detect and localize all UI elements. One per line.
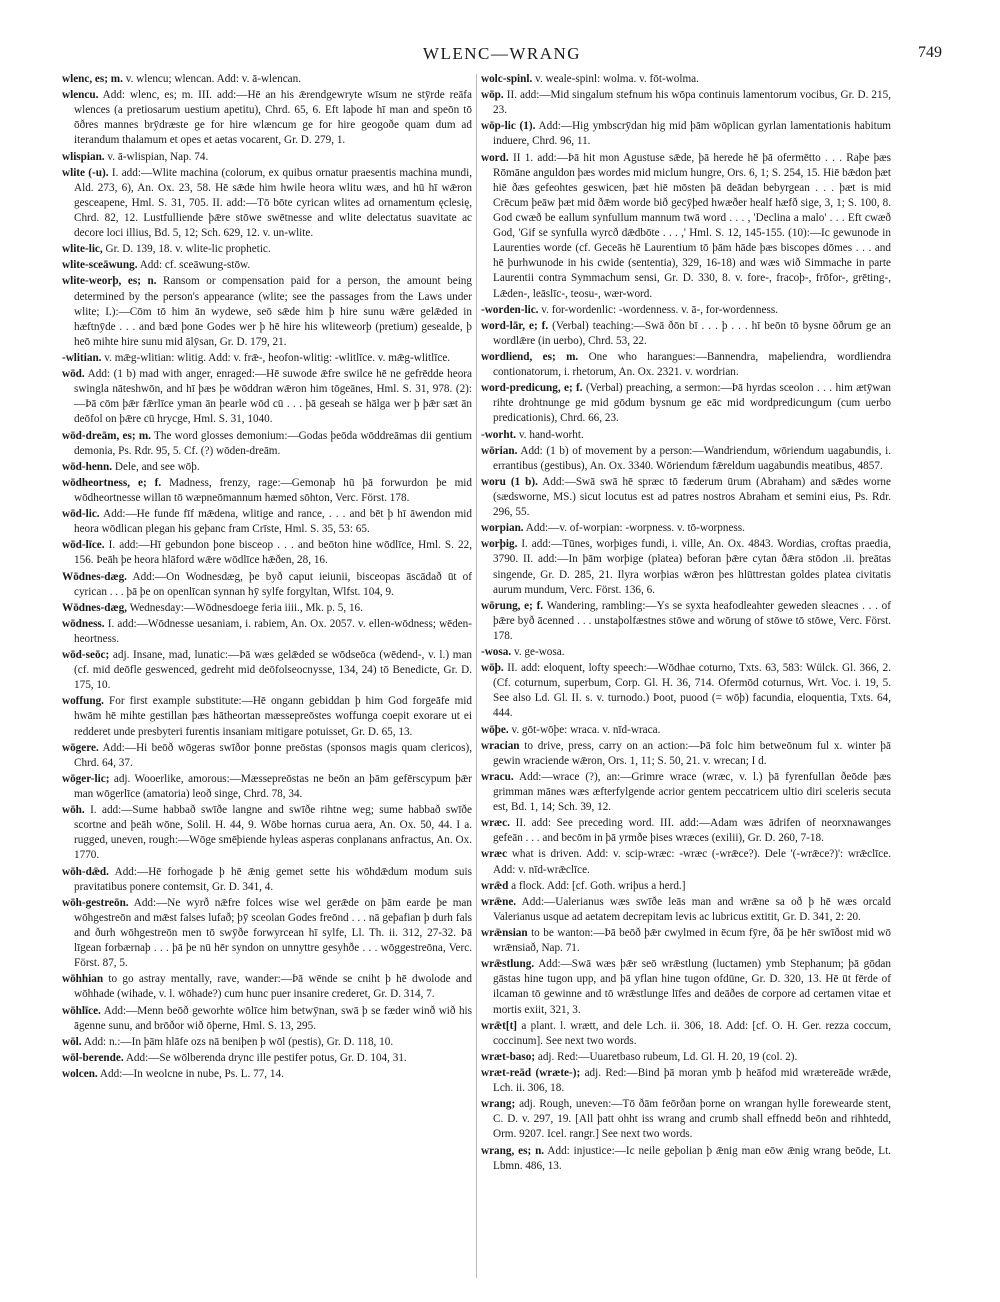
entry-text: Add:—Menn beōð geworhte wōlīce him betwȳnan, swā þ se fæder winð wið his āgenne sunu, and brōðor wið ōþerne, Hml. S. 13, 295. (74, 1004, 472, 1032)
dictionary-entry (62, 1035, 472, 1050)
dictionary-entry (481, 1066, 891, 1096)
entry-text: Add:—Hig ymbscrȳdan hig mid þām wōplican gyrlan lamentationis habitum induere, Chrd. 96, 11. (493, 120, 891, 148)
entry-text: Add:—Ne wyrð nǣfre folces wise wel gerǣde on þām earde þe man wōhgestreōn and mǣst falses lufað; þȳ sceolan Godes freōnd . . . nā geþafian þ durh fals and ðurh wōhgestreōn men tō swȳðe forwyrcean hī sylfe, Ll. Th. ii. 312, 27-32. Þā līgean forbærnaþ . . . þā þe nū hēr syndon on unnyttre gesyhðe . . . wōggestreōna, Verc. Först. 87, 5. (74, 896, 472, 970)
dictionary-entry (62, 772, 472, 802)
entry-text: Add:—Ualerianus wæs swīðe leās man and wrǣne sa oð þ hē wæs orcald Valerianus usque ad aetatem decrepitam levis ac lubricus extitit, Gr. D. 341, 2: 20. (493, 895, 891, 923)
headword: wōd-henn. (62, 460, 113, 473)
headword: wōþ. (481, 662, 504, 675)
headword: wrǣt[t] (481, 1019, 518, 1032)
entry-text: v. gōt-wōþe: wraca. v. nīd-wraca. (511, 723, 661, 736)
dictionary-entry (62, 648, 472, 693)
dictionary-entry (481, 350, 891, 380)
dictionary-entry (481, 303, 891, 318)
dictionary-entry (62, 429, 472, 459)
dictionary-entry (481, 895, 891, 925)
page-header (62, 40, 942, 70)
dictionary-entry (62, 1004, 472, 1034)
dictionary-entry (62, 694, 472, 739)
dictionary-entry (62, 538, 472, 568)
dictionary-entry (62, 150, 472, 165)
dictionary-entry (62, 741, 472, 771)
entry-text: a flock. Add: [cf. Goth. wriþus a herd.] (511, 879, 686, 892)
dictionary-entry (481, 723, 891, 738)
headword: wrǣne. (481, 895, 517, 908)
dictionary-entry (62, 242, 472, 257)
entry-text: II. add: See preceding word. III. add:—Adam wæs ādrifen of neorxnawanges gefeān . . . and becōm in þā yrmðe þises wræces (exilii), Gr. D. 260, 7-18. (493, 817, 891, 845)
entry-text: to drive, press, carry on an action:—Þā folc him betweōnum ful x. winter þā gewin wraciende wǣron, Ors. 1, 11; S. 50, 21. v. wrecan; I d. (493, 739, 891, 767)
dictionary-entry (62, 166, 472, 242)
dictionary-entry (62, 367, 472, 427)
headword: wōhhian (62, 973, 104, 986)
headword: wōd-seōc; (62, 649, 110, 662)
headword: wōdheortness, e; f. (62, 476, 162, 489)
headword: wolcen. (62, 1068, 98, 1080)
headword: wōh. (62, 804, 85, 817)
entry-text: what is driven. Add: v. scip-wræc: -wræc (-wrǣce?). Dele '(-wrǣce?)': wrǣclīce. Add: v. nīd-wrǣclīce. (493, 848, 891, 876)
running-head: WLENC—WRANG (422, 44, 582, 63)
entry-text: Ransom or compensation paid for a person, the amount being determined by the person's appearance (wlite; see the passages from the Laws under wlite; I.):—Cōm tō him ān wydewe, seō sǣde him þ hire sunu wǣre gelǣded in hæftnȳde . . . and bæd þone Godes wer þ hē hire his wliteweorþ (pretium) gesealde, þ heō mihte hire sunu mid ālȳsan, Gr. D. 179, 21. (74, 275, 472, 348)
dictionary-entry (481, 521, 891, 536)
dictionary-entry (62, 351, 472, 366)
entry-text: Add:—Se wōlberenda drync ille pestifer potus, Gr. D. 104, 31. (125, 1051, 407, 1064)
dictionary-entry (481, 816, 891, 846)
dictionary-entry (481, 88, 891, 118)
headword: Wōdnes-dæg. (62, 570, 127, 583)
dictionary-entry (62, 896, 472, 972)
entry-text: Add: (1 b) mad with anger, enraged:—Hē suwode ǣfre swilce hē ne gefrēdde heora swingla nāteshwōn, and hī þæs þe wōddran wǣron him tōgeānes, Hml. S. 31, 978. (2):—Þā cōm þǣr fǣrlīce yman ān þearle wōd cū . . . þā geseah se hālga wer þ þǣr sæt ān deōfol on þǣre cū hrycge, Hml. S. 31, 1040. (74, 368, 472, 426)
headword: wōl. (62, 1035, 82, 1048)
entry-text: Add:—Hi beōð wōgeras swīðor þonne preōstas (sponsos magis quam clericos), Chrd. 64, 37. (74, 741, 472, 769)
dictionary-entry (481, 1050, 891, 1065)
headword: wōd-līce. (62, 539, 105, 552)
entry-text: II 1. add:—Þā hit mon Agustuse sǣde, þā herede hē þā ofermētto . . . Raþe þæs Rōmāne anguldon þæs wordes mid miclum hungre, Ors. 6, 1; S. 254, 15. Hiē bǣdon þæt hiē ðæs gefeohtes geswicen, þæt hiē mōsten þā deādan bebyrgean . . . þæt is mid Crēcum þeāw þæt mid ðǣm worde bið gecȳþed hwæðer healf hæfð sige, 3, 1; S. 100, 8. God cwæð be eallum synfullum mannum twā word . . . , 'Declina a malo' . . . Eft cwæð God, 'Gif se synfulla wyrcð dǣdbōte . . . ,' Hml. S. 12, 145-155. (10):—Ic gewunode in Laurenties worde (cf. Geceās hē Laurentium tō þām hāde þæs biscopes dōmes . . . and hē þurhwunode in his cwide (sententia), 329, 16-18) and wæs wið Simmache in parte Laurentii contra Symmachum sensi, Gr. D. 330, 8. v. fore-, fracoþ-, frōfor-, grēting-, Lǣden-, leāslīc-, teosu-, wær-word. (493, 151, 891, 300)
entry-text: a plant. l. wrætt, and dele Lch. ii. 306, 18. Add: [cf. O. H. Ger. rezza coccum, coccinum]. See next two words. (493, 1019, 891, 1047)
headword: wlite-weorþ, es; n. (62, 275, 157, 288)
dictionary-entry (62, 617, 472, 647)
dictionary-entry (62, 507, 472, 537)
entry-text: to go astray mentally, rave, wander:—Þā wēnde se cniht þ hē dwolode and wōhhade (wihade, v. l. wōhade?) cum hunc puer insanire crederet, Gr. D. 314, 7. (74, 973, 472, 1001)
headword: wrǣd (481, 879, 509, 892)
entry-text: adj. Rough, uneven:—Tō ðām feōrðan þorne on wrangan hylle forewearde stent, C. D. v. 297, 19. [All þatt ohht iss wrang and crumb shall effnedd beōn and rihhtedd, Orm. 9207. Icel. rangr.] See next two words. (493, 1098, 891, 1141)
entry-text: (Verbal) preaching, a sermon:—Þā hyrdas sceolon . . . him ætȳwan rihte drohtnunge ge mid gōdum bysnum ge eāc mid wordpredicungum (cum uerbo predicationis), Chrd. 66, 23. (493, 382, 891, 425)
dictionary-entry (481, 926, 891, 956)
headword: wōger-lic; (62, 772, 110, 785)
headword: woru (1 b). (481, 475, 538, 488)
entry-text: v. ge-wosa. (513, 646, 565, 659)
left-column (62, 72, 472, 1282)
dictionary-entry (62, 72, 472, 87)
dictionary-entry (481, 444, 891, 474)
headword: wōd-dreām, es; m. (62, 429, 151, 442)
entry-text: adj. Insane, mad, lunatic:—Þā wæs gelǣded se wōdseōca (wēdend-, v. l.) man (cf. mid deōfle geswenced, gedreht mid deōfolseocnysse, 134, 24) tō Benedicte, Gr. D. 175, 10. (74, 649, 472, 692)
headword: wrǣnsian (481, 927, 528, 940)
dictionary-entry (62, 865, 472, 895)
dictionary-entry (481, 645, 891, 660)
entry-text: v. ā-wlispian, Nap. 74. (107, 150, 209, 163)
entry-text: v. hand-worht. (518, 428, 584, 441)
dictionary-entry (62, 88, 472, 148)
headword: worþig. (481, 538, 518, 551)
entry-text: Add: cf. sceāwung-stōw. (139, 259, 251, 272)
page-number: 749 (918, 44, 942, 61)
headword: wlite (-u). (62, 166, 109, 179)
entry-text: Madness, frenzy, rage:—Gemonaþ hū þā forwurdon þe mid wōdheortnesse willan tō wæpneōmannum hæmed sōhton, Verc. Först. 178. (74, 476, 472, 504)
headword: wōd-lic. (62, 508, 100, 521)
entry-text: Dele, and see wōþ. (114, 460, 200, 473)
entry-text: to be wanton:—Þā beōð þǣr cwylmed in ēcum fȳre, ðā þe hēr swīðost mid wō wrǣnsiað, Nap. 71. (493, 927, 891, 955)
headword: wlite-lic, (62, 243, 103, 256)
headword: wōhlīce. (62, 1004, 101, 1017)
dictionary-entry (481, 1097, 891, 1142)
headword: wræt-baso; (481, 1050, 536, 1063)
entry-text: v. wlencu; wlencan. Add: v. ā-wlencan. (125, 73, 302, 85)
dictionary-entry (481, 879, 891, 894)
headword: wōl-berende. (62, 1051, 124, 1064)
headword: -worden-lic. (481, 303, 539, 316)
headword: -wosa. (481, 646, 512, 659)
dictionary-entry (62, 1067, 472, 1082)
dictionary-entry (481, 319, 891, 349)
headword: word-predicung, e; f. (481, 382, 583, 395)
entry-text: adj. Red:—Uuaretbaso rubeum, Ld. Gl. H. 20, 19 (col. 2). (537, 1050, 798, 1063)
right-column (481, 72, 891, 1282)
headword: wlite-sceāwung. (62, 259, 138, 272)
entry-text: (Verbal) teaching:—Swā ðōn bī . . . þ . . . hī beōn tō bysne ōðrum ge an wordlǣre (in uerbo), Chrd. 53, 22. (493, 319, 891, 347)
headword: wrǣstlung. (481, 958, 535, 971)
dictionary-entry (62, 570, 472, 600)
dictionary-entry (481, 661, 891, 721)
entry-text: Add: n.:—In þām hlāfe ozs nā beniþen þ wōl (pestis), Gr. D. 118, 10. (83, 1035, 394, 1048)
entry-text: Add:—Hē forhogade þ hē ǣnig gemet sette his wōhdǣdum modum suis pravitatibus ponere contemsit, Gr. D. 341, 4. (74, 865, 472, 893)
dictionary-entry (62, 803, 472, 863)
dictionary-entry (62, 972, 472, 1002)
entry-text: v. mǣg-wlitian: wlitig. Add: v. frǣ-, heofon-wlitig: -wlitlīce. v. mǣg-wlitlīce. (104, 351, 451, 364)
headword: word-lār, e; f. (481, 319, 549, 332)
entry-text: For first example substitute:—Hē ongann gebiddan þ him God forgeāfe mid hwām hē mihte gestillan þæs hātheortan mæssepreōstes woffunga coepit exorare ut ei redderet unde presbyteri furentis insaniam mitigare potuisset, Gr. D. 65, 13. (74, 695, 472, 738)
dictionary-entry (62, 601, 472, 616)
column-divider (476, 74, 477, 1278)
dictionary-entry (62, 476, 472, 506)
entry-text: II. add:—Mid singalum stefnum his wōpa continuis lamentorum vocibus, Gr. D. 215, 23. (493, 89, 891, 117)
dictionary-entry (62, 274, 472, 350)
headword: wōp-lic (1). (481, 120, 536, 133)
dictionary-entry (481, 537, 891, 597)
dictionary-entry (481, 1144, 891, 1174)
entry-text: One who harangues:—Bannendra, maþeliendra, wordliendra contionatorum, i. rhetorum, An. Ox. 2321. v. wordrian. (493, 350, 891, 379)
headword: wōh-dǣd. (62, 865, 109, 878)
entry-text: Wandering, rambling:—Ys se syxta heafodleahter geweden sleacnes . . . of þǣre byð ācenned . . . unstaþolfæstnes stōwe and wōrung of stōwe tō stōwe, Verc. Först. 178. (493, 599, 891, 642)
dictionary-entry (62, 460, 472, 475)
headword: wōd. (62, 368, 85, 381)
headword: wolc-spinl. (481, 73, 533, 85)
entry-text: adj. Wooerlike, amorous:—Mæssepreōstas ne beōn an þām gefērscypum þǣr man wōgerlīce (amatoria) leoð singe, Chrd. 78, 34. (74, 772, 472, 801)
dictionary-entry (481, 428, 891, 443)
dictionary-entry (481, 72, 891, 87)
entry-text: Add:—Swā wæs þǣr seō wrǣstlung (luctamen) ymb Stephanum; þā gōdan gāstas hine tugon upp, and þā yflan hine tugon ofdūne, Gr. D. 320, 13. Hē ūt fērde of ilcaman tō gewinne and tō wrǣstlunge līfes and deāðes de corpore ad certamen vitae et mortis exiit, 321, 3. (493, 958, 891, 1016)
dictionary-entry (481, 119, 891, 149)
dictionary-entry (481, 957, 891, 1017)
dictionary-entry (481, 770, 891, 815)
entry-text: Add:—wrace (?), an:—Grimre wrace (wræc, v. l.) þā fyrenfullan ðeōde þæs grimman mānes wæs æfterfylgende acrior gentem peccatricem ultio diri sceleris secuta est, Bd. 1, 14; Sch. 39, 12. (493, 770, 891, 814)
headword: wordliend, es; m. (481, 350, 579, 363)
dictionary-entry (481, 151, 891, 302)
entry-text: I. add:—Wlite machina (colorum, ex quibus ornatur praesentis machina mundi, Ald. 273, 6), An. Ox. 23, 58. Hē sǣde him hwile heora wlitu wæs, and hū hī wǣron gesceapene, Hml. S. 31, 705. II. add:—Tō bōte cyrican wlites ad ornamentum ęclesię, Chrd. 82, 12. Lustfulliende þǣre stōwe swētnesse and wlite delectatus suavitate ac decore loci illius, Bd. 5, 12; Sch. 629, 12. v. un-wlite. (74, 166, 472, 240)
entry-text: Gr. D. 139, 18. v. wlite-lic prophetic. (105, 243, 271, 256)
headword: -wlitian. (62, 351, 102, 364)
entry-text: Wednesday:—Wōdnesdoege feria iiii., Mk. p. 5, 16. (129, 601, 363, 614)
dictionary-entry (481, 739, 891, 769)
headword: wlenc, es; m. (62, 73, 123, 85)
entry-text: I. add:—Tūnes, worþiges fundi, i. ville, An. Ox. 4843. Wordias, croftas praedia, 3790. II. add:—In þām worþige (platea) beforan þǣre cytan ðǣra stōdon .ii. þreātas singende, Gr. D. 285, 21. Ilyra worþias wǣron þes hlūttrestan goldes platea civitatis aurum mundum, Verc. Först. 136, 6. (493, 538, 891, 596)
headword: wracian (481, 739, 520, 752)
entry-text: Add:—On Wodnesdæg, þe byð caput ieiunii, bisceopas āscādað ūt of cyrican . . . þā þe on openlīcan synnan hȳ sylfe forgyltan, Wlfst. 104, 9. (74, 570, 472, 598)
dictionary-entry (481, 475, 891, 520)
headword: wræc (481, 848, 508, 861)
entry-text: II. add: eloquent, lofty speech:—Wōdhae coturno, Txts. 63, 583: Wülck. Gl. 366, 2. (Cf. coturnum, superbum, Corp. Gl. H. 36, 714. Ofermōd coturnus, Wrt. Voc. i. 19, 5. See also Ld. Gl. II. s. v. turnodo.) Þoot, puood (= wōþ) facundia, eloquentia, Txts. 64, 444. (493, 662, 891, 720)
entry-text: v. for-wordenlic: -wordenness. v. ā-, for-wordenness. (541, 303, 778, 316)
dictionary-entry (481, 599, 891, 644)
headword: -worht. (481, 428, 517, 441)
dictionary-entry (62, 258, 472, 273)
entry-text: Add:—Swā swā hē spræc tō fæderum ūrum (Abraham) and sǣdes worne (sædsworne, MS.) sicut locutus est ad patres nostros Abraham et semini eius, Ps. Rdr. 296, 55. (493, 475, 891, 519)
headword: wracu. (481, 770, 514, 783)
headword: wlencu. (62, 89, 99, 102)
dictionary-entry (481, 1019, 891, 1049)
dictionary-entry (481, 381, 891, 426)
headword: wræt-reād (wræte-); (481, 1067, 581, 1079)
dictionary-entry (62, 1051, 472, 1066)
entry-text: Add:—v. of-worpian: -worpness. v. tō-worpness. (525, 522, 745, 535)
headword: wōp. (481, 89, 504, 102)
entry-text: I. add:—Sume habbað swīðe langne and swīðe rihtne weg; sume habbað swīðe scortne and þeāh wōne, Solil. H. 44, 9. Wōbe hornas curua aera, An. Ox. 50, 44. I a. rugged, uneven, rough:—Wōge smēþiende hyleas asperas conplanans anfractus, An. Ox. 1770. (74, 804, 472, 862)
headword: wōþe. (481, 723, 509, 736)
headword: wrang; (481, 1098, 516, 1111)
entry-text: Add:—He funde fīf mǣdena, wlitige and rance, . . . and bēt þ hī āwendon mid heora wōdlican plegan his geþanc fram Crīste, Hml. S. 35, 53: 65. (74, 508, 472, 536)
headword: woffung. (62, 695, 104, 708)
headword: wōrian. (481, 444, 518, 457)
headword: wōh-gestreōn. (62, 896, 129, 909)
headword: worpian. (481, 522, 524, 535)
headword: wōrung, e; f. (481, 599, 544, 612)
entry-text: Add: (1 b) of movement by a person:—Wandriendum, wōriendum uagabundis, i. errantibus (gestibus), An. Ox. 3340. Wōriendum fǣreldum uagabundis meatibus, 4857. (493, 444, 891, 472)
entry-text: I. add:—Hī gebundon þone bisceop . . . and beōton hine wōdlīce, Hml. S. 22, 156. Þeāh þe heora hlāford wǣre wōdlīce hǣðen, 28, 16. (74, 539, 472, 567)
headword: word. (481, 151, 509, 164)
headword: wræc. (481, 817, 510, 830)
headword: wrang, es; n. (481, 1144, 545, 1157)
entry-text: Add:—In weolcne in nube, Ps. L. 77, 14. (99, 1068, 284, 1080)
entry-text: Add: wlenc, es; m. III. add:—Hē an his ǣrendgewryte wīsum ne stȳrde reāfa wlences (a pretiosarum uestium apetitu), Chrd. 65, 6. Eft laþode hī man and speōn tō ōðres mannes brȳdræste ge for hire wlæncum ge for hire geogoðe quam dum ad iterandum thalamum et opes et aetas vocarent, Gr. D. 279, 1. (74, 89, 472, 147)
headword: wlispian. (62, 150, 105, 163)
entry-text: Add: injustice:—Ic neile geþolian þ ǣnig man eōw ǣnig wrang beōde, Lt. Lbmn. 486, 13. (493, 1144, 891, 1172)
entry-text: v. weale-spinl: wolma. v. fōt-wolma. (535, 73, 699, 85)
entry-text: I. add:—Wōdnesse uesaniam, i. rabiem, An. Ox. 2057. v. ellen-wōdness; wēden-heortness. (74, 617, 472, 645)
headword: Wōdnes-dæg, (62, 601, 127, 614)
headword: wōdness. (62, 617, 105, 630)
entry-text: The word glosses demonium:—Godas þeōda wōddreāmas dii gentium demonia, Ps. Rdr. 95, 5. Cf. (?) wōden-dreām. (74, 429, 472, 457)
headword: wōgere. (62, 741, 99, 754)
dictionary-entry (481, 847, 891, 877)
entry-text: adj. Red:—Bind þā moran ymb þ heāfod mid wrætereāde wrǣde, Lch. ii. 306, 18. (493, 1067, 891, 1095)
